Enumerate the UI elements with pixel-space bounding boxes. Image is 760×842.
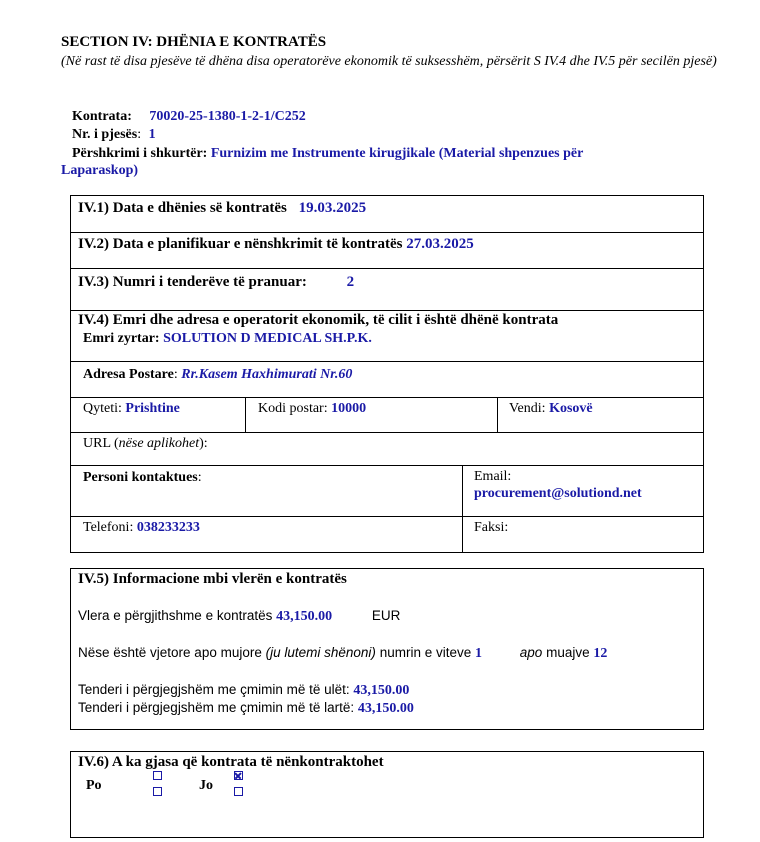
total-value-label: Vlera e përgjithshme e kontratës (78, 608, 273, 623)
description-label: Përshkrimi i shkurtër: (72, 146, 208, 161)
official-name-value: SOLUTION D MEDICAL SH.P.K. (163, 331, 372, 346)
contract-row (72, 109, 306, 125)
iv1-value: 19.03.2025 (298, 200, 367, 216)
official-name-label: Emri zyrtar: (83, 331, 160, 346)
duration-row (78, 645, 607, 662)
lowest-tender-label: Tenderi i përgjegjshëm me çmimin më të ulët: (78, 682, 350, 697)
url-label-italic: nëse aplikohet (118, 436, 200, 451)
lowest-tender-row (78, 682, 409, 699)
highest-tender-value: 43,150.00 (357, 701, 414, 716)
official-name-row (83, 331, 372, 347)
address-value: Rr.Kasem Haxhimurati Nr.60 (181, 367, 353, 382)
duration-text-2: numrin e viteve (379, 645, 472, 660)
iv1-row (78, 200, 366, 217)
part-label: Nr. i pjesës (72, 127, 138, 142)
address-label: Adresa Postare (83, 367, 174, 382)
country-label: Vendi: (509, 401, 546, 416)
description-row (72, 146, 583, 162)
contract-number: 70020-25-1380-1-2-1/C252 (149, 109, 306, 124)
no-checkbox-checked[interactable] (234, 771, 243, 780)
phone-label: Telefoni: (83, 520, 134, 535)
contact-row (83, 470, 202, 486)
postal-label: Kodi postar: (258, 401, 328, 416)
months-label: muajve (546, 645, 590, 660)
iv2-row (78, 236, 474, 253)
iv2-label: IV.2) Data e planifikuar e nënshkrimit të kontratës (78, 236, 403, 252)
postal-cell (258, 401, 366, 417)
address-colon: : (173, 367, 178, 382)
no-checkbox[interactable] (234, 787, 243, 796)
postal-value: 10000 (331, 401, 367, 416)
description-value-line1: Furnizim me Instrumente kirugjikale (Material shpenzues për (210, 146, 584, 161)
iv1-label: IV.1) Data e dhënies së kontratës (78, 200, 287, 216)
part-colon: : (137, 127, 142, 142)
contact-colon: : (197, 470, 202, 485)
iv6-label: IV.6) A ka gjasa që kontrata të nënkontraktohet (78, 754, 384, 770)
currency: EUR (371, 608, 401, 623)
email-value[interactable]: procurement@solutiond.net (474, 486, 642, 501)
city-cell (83, 401, 180, 417)
iv5-label: IV.5) Informacione mbi vlerën e kontratës (78, 571, 347, 587)
months-value: 12 (593, 646, 608, 661)
city-label: Qyteti: (83, 401, 122, 416)
yes-label: Po (86, 778, 102, 793)
lowest-tender-value: 43,150.00 (353, 683, 410, 698)
url-row (83, 436, 208, 452)
years-value: 1 (475, 646, 483, 661)
no-label: Jo (199, 778, 213, 793)
total-value-row (78, 608, 400, 625)
highest-tender-row (78, 700, 414, 717)
url-label: URL ( (83, 436, 119, 451)
yes-checkbox-top[interactable] (153, 771, 162, 780)
contact-label: Personi kontaktues (83, 470, 198, 485)
iv2-value: 27.03.2025 (406, 236, 474, 252)
iv3-row (78, 274, 354, 291)
iv4-label: IV.4) Emri dhe adresa e operatorit ekonomik, të cilit i është dhënë kontrata (78, 312, 559, 328)
contract-label: Kontrata: (72, 109, 132, 124)
section-title: SECTION IV: DHËNIA E KONTRATËS (61, 34, 327, 50)
part-row (72, 127, 156, 143)
duration-text-italic: (ju lutemi shënoni) (265, 645, 376, 660)
url-label-end: ): (199, 436, 208, 451)
country-value: Kosovë (549, 401, 593, 416)
iv3-value: 2 (346, 274, 355, 290)
description-value-line2: Laparaskop) (61, 163, 139, 178)
phone-value: 038233233 (136, 520, 200, 535)
duration-text-1: Nëse është vjetore apo mujore (78, 645, 262, 660)
iv3-label: IV.3) Numri i tenderëve të pranuar: (78, 274, 307, 290)
section-subtitle: (Në rast të disa pjesëve të dhëna disa operatorëve ekonomik të suksesshëm, përsërit S IV.4 dhe IV.5 për secilën pjesë) (61, 54, 717, 69)
country-cell (509, 401, 593, 417)
part-value: 1 (148, 127, 156, 142)
address-row (83, 367, 352, 383)
highest-tender-label: Tenderi i përgjegjshëm me çmimin më të lartë: (78, 700, 355, 715)
total-value: 43,150.00 (276, 609, 333, 624)
city-value: Prishtine (125, 401, 180, 416)
yes-checkbox[interactable] (153, 787, 162, 796)
phone-row (83, 520, 200, 536)
or-label: apo (519, 645, 543, 660)
email-label: Email: (474, 469, 512, 484)
fax-label: Faksi: (474, 520, 509, 535)
